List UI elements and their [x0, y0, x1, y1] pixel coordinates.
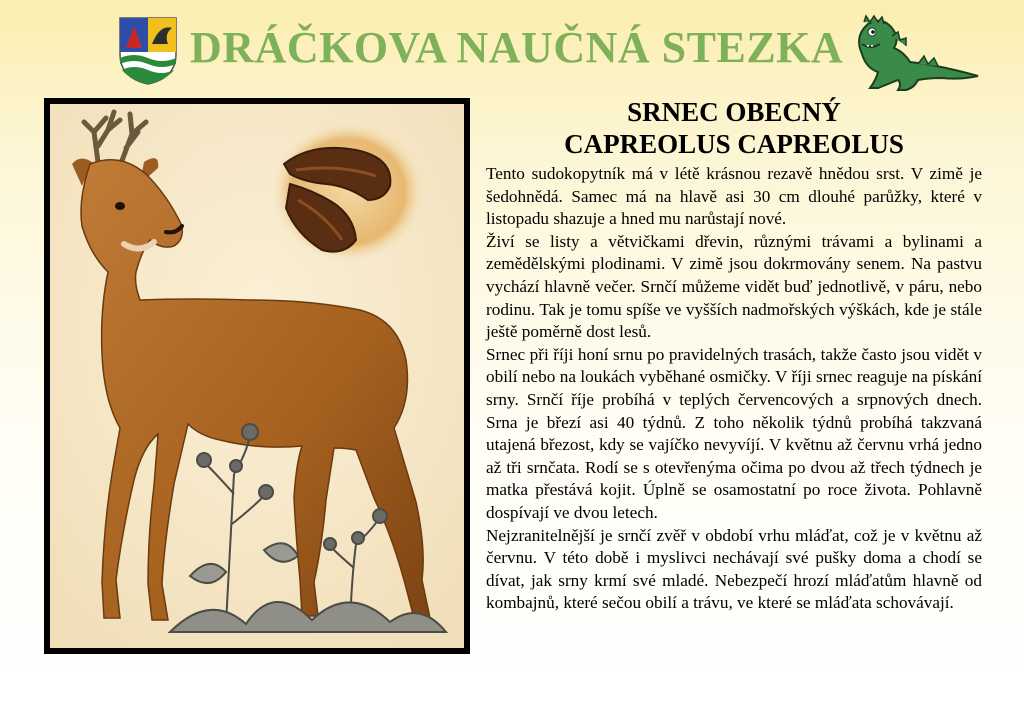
- common-name: SRNEC OBECNÝ: [627, 97, 841, 127]
- paragraph: Tento sudokopytník má v létě krásnou rezavě hnědou srst. V zimě je šedohnědá. Samec má na hlavě asi 30 cm dlouhé parůžky, které v listopadu shazuje a hned mu narůstají nové.: [486, 164, 982, 229]
- paragraph: Nejzranitelnější je srnčí zvěř v období vrhu mláďat, což je v květnu až červnu. V této době i myslivci nechávají své pušky doma a chodí se dívat, jak srny krmí své mladé. Nebezpečí hrozí mláďatům hlavně od kombajnů, které sečou obilí a trávu, ve které se mláďata schovávají.: [486, 525, 982, 613]
- coat-of-arms-icon: [116, 14, 180, 86]
- roe-deer-illustration: [50, 104, 464, 648]
- dragon-mascot-icon: [848, 14, 980, 94]
- site-title: DRÁČKOVA NAUČNÁ STEZKA: [190, 23, 844, 72]
- article-title: [486, 96, 982, 160]
- paragraph: Srnec při říji honí srnu po pravidelných trasách, takže často jsou vidět v obilí nebo na loukách vyběhané osmičky. V říji srnec reaguje na pískání srny. Srnčí říje probíhá v teplých červencových a srpnových dnech. Srna je březí asi 40 týdnů. Z toho několik týdnů probíhá takzvaná utajená březost, kdy se vajíčko nevyvíjí. V květnu až červnu vrhá jedno až tři srnčata. Rodí se s otevřenýma očima po dvou až třech týdnech je matka přestává kojit. Úplně se osamostatní po roce života. Pohlavně dospívají ve dvou letech.: [486, 344, 982, 522]
- article-body: [486, 163, 982, 615]
- hoofprint-inset: [272, 122, 424, 262]
- article: [486, 96, 982, 615]
- paragraph: Živí se listy a větvičkami dřevin, různými trávami a bylinami a zemědělskými plodinami. V zimě jsou dokrmovány senem. Na pastvu vychází hlavně večer. Srnčí můžeme vidět buď jednotlivě, v páru, nebo rodinu. Tak je tomu spíše ve vyšších nadmořských výškách, kde je stále ještě poměrně dost lesů.: [486, 231, 982, 342]
- latin-name: CAPREOLUS CAPREOLUS: [564, 129, 904, 159]
- deer-illustration-frame: [44, 98, 470, 654]
- page-header: [0, 0, 1024, 92]
